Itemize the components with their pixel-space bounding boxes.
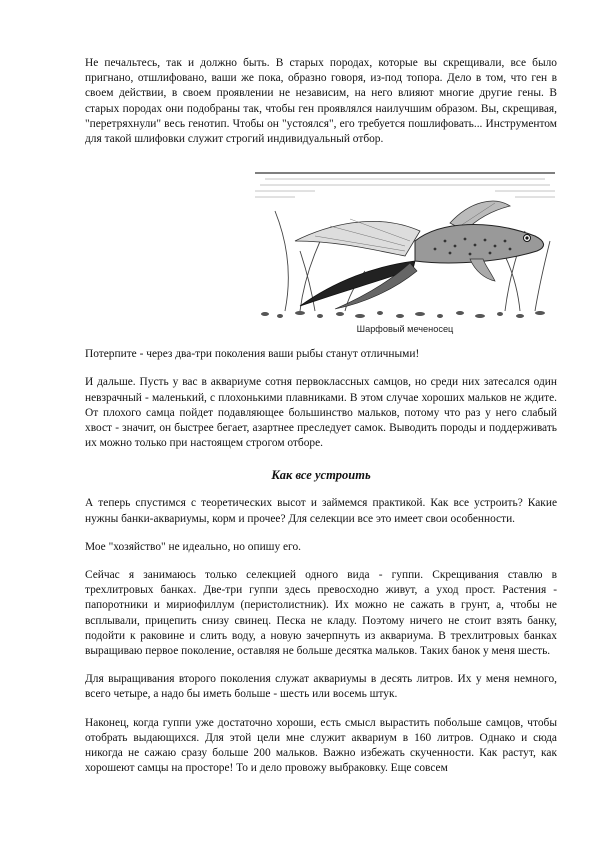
paragraph-gene-shaping: Не печальтесь, так и должно быть. В старых породах, которые вы скрещивали, все было пригнано, отшлифовано, ваши же пока, образно говоря, из-под топора. Дело в том, что ген в своем действии, в своем проявлении не независим, на него влияют многие другие гены. В старых породах они подобраны так, чтобы ген проявлялся наилучшим образом. Вы, скрещивая, "перетряхнули" весь генотип. Чтобы он "устоялся", его требуется пошлифовать... Инструментом для такой шлифовки служит строгий индивидуальный отбор. (85, 57, 557, 146)
fish-pectoral-fin (470, 259, 495, 281)
fish-body (415, 225, 544, 263)
background-hatching (255, 179, 555, 197)
paragraph-ten-liter-tanks: Для выращивания второго поколения служат аквариумы в десять литров. Их у меня немного, всего четыре, а надо бы иметь больше - шесть или восемь штук. (85, 673, 557, 701)
paragraph-large-aquarium: Наконец, когда гуппи уже достаточно хороши, есть смысл вырастить побольше самцов, чтобы отобрать выдающихся. Для этой цели мне служит аквариум в 160 литров. Однако и сюда никогда не сажаю сразу больше 200 мальков. Важно избежать скученности. Как растут, как хорошеют самцы на просторе! То и дело провожу выбраковку. Еще совсем (85, 716, 557, 775)
paragraph-weak-male: И дальше. Пусть у вас в аквариуме сотня первоклассных самцов, но среди них затесался один невзрачный - маленький, с плохонькими плавниками. В этом случае хороших мальков не ждите. От плохого самца пойдет подавляющее большинство мальков, потому что раз у него слабый хвост - значит, он быстрее бегает, азартнее преследует самок. Выводить породы и поддерживать их можно только при настоящем строгом отборе. (85, 376, 557, 450)
paragraph-three-liter-jars: Сейчас я занимаюсь только селекцией одного вида - гуппи. Скрещивания ставлю в трехлитровых банках. Две-три гуппи здесь превосходно живут, а уход прост. Растения - папоротники и мириофиллум (перистолистник). Их можно не сажать в грунт, а, чтобы не всплывали, прицепить снизу свинец. Песка не кладу. Поэтому ничего не стоит взять банку, подойти к раковине и слить воду, а новую зачерпнуть из аквариума. В трехлитровых банках выращиваю первое поколение, оставляя не больше десятка мальков. Таких банок у меня шесть. (85, 569, 557, 658)
paragraph-practice-intro: А теперь спустимся с теоретических высот и займемся практикой. Как все устроить? Какие нужны банки-аквариумы, корм и прочее? Для селекции все это имеет свои особенности. (85, 497, 557, 525)
paragraph-be-patient: Потерпите - через два-три поколения ваши рыбы станут отличными! (85, 348, 420, 361)
section-heading: Как все устроить (271, 468, 371, 483)
paragraph-my-setup: Мое "хозяйство" не идеально, но опишу его. (85, 540, 301, 553)
document-page (85, 56, 557, 776)
gravel-bottom (261, 311, 545, 318)
swordtail-fish-drawing (255, 171, 555, 321)
figure-caption: Шарфовый меченосец (356, 324, 454, 335)
fish-illustration (255, 171, 555, 334)
